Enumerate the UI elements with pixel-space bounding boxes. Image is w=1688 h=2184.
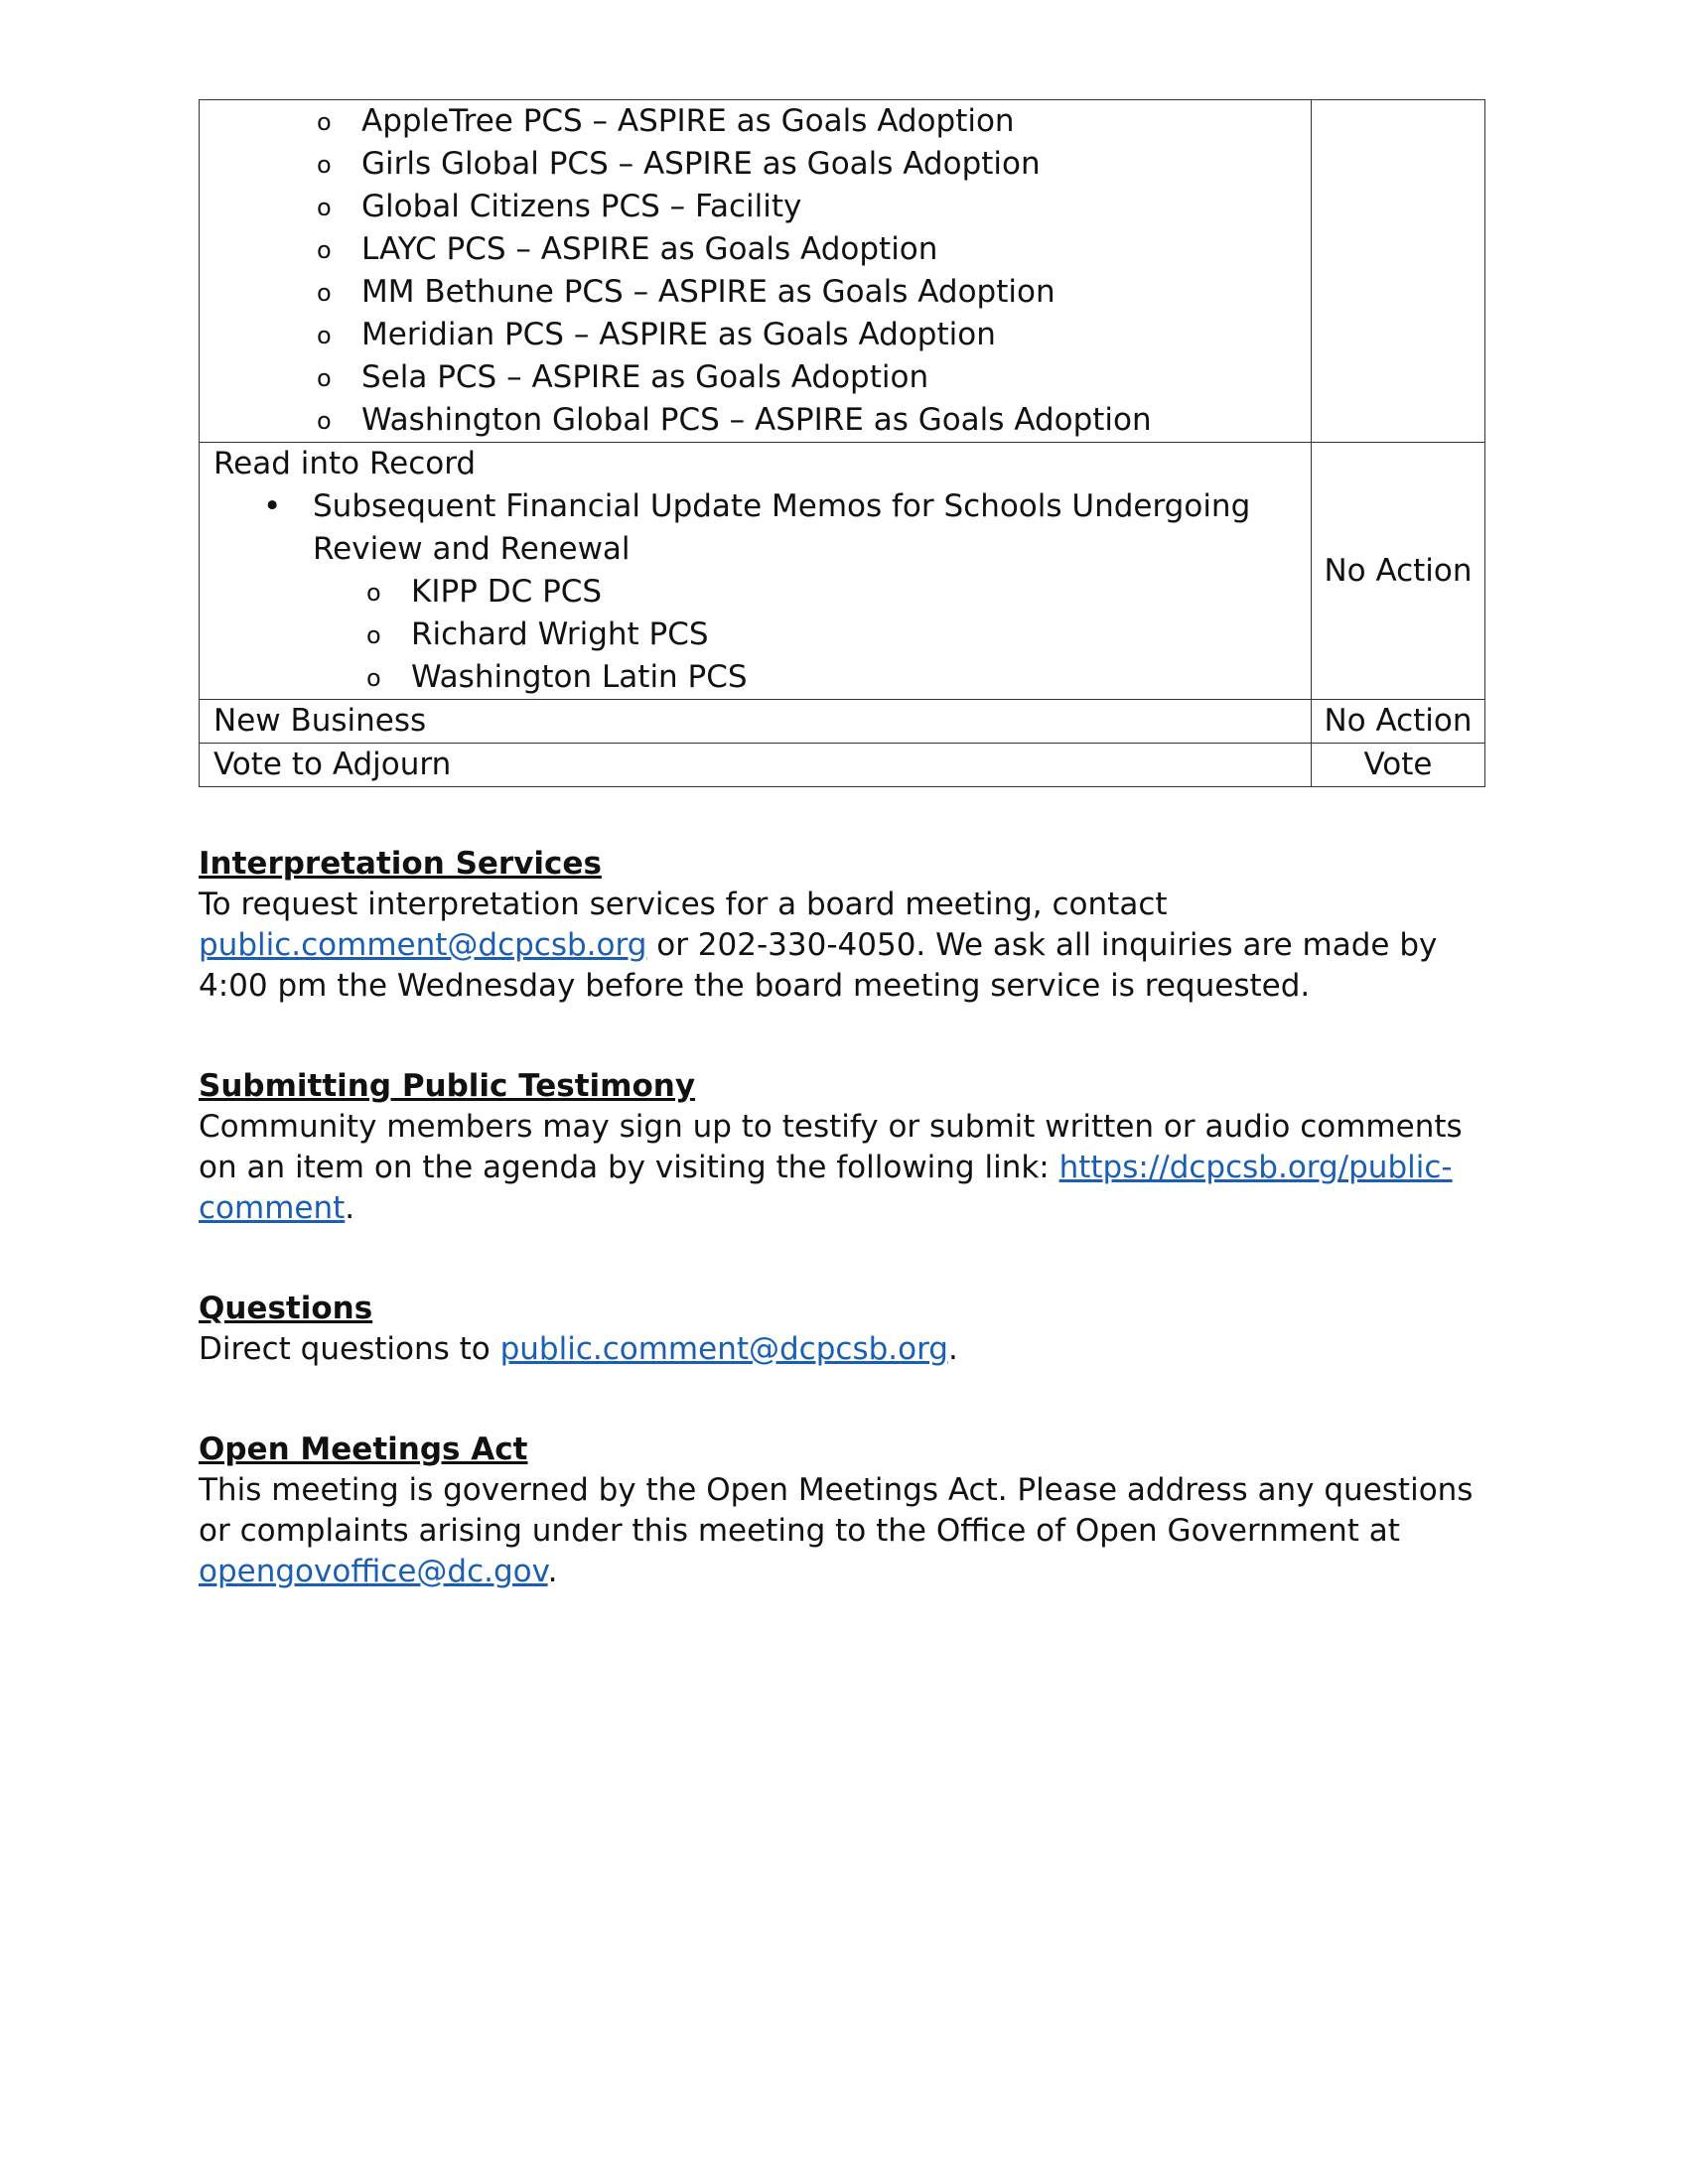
agenda-item-cell: New Business [200, 700, 1312, 744]
list-item-text: Global Citizens PCS – Facility [361, 189, 802, 224]
list-item [213, 228, 1297, 271]
bullet-icon: • [263, 488, 282, 524]
circle-bullet-icon: o [317, 194, 332, 221]
agenda-action-cell: Vote [1312, 744, 1485, 787]
circle-bullet-icon: o [366, 621, 381, 649]
questions-section [199, 1289, 1485, 1370]
agenda-row [200, 700, 1485, 744]
list-item [213, 100, 1297, 143]
open-meetings-section [199, 1430, 1485, 1592]
circle-bullet-icon: o [317, 322, 332, 349]
list-item-text: MM Bethune PCS – ASPIRE as Goals Adoption [361, 274, 1055, 310]
text-span: . [547, 1554, 558, 1589]
document-page [199, 99, 1485, 1592]
list-item [213, 143, 1297, 186]
email-link[interactable]: public.comment@dcpcsb.org [199, 927, 647, 963]
circle-bullet-icon: o [317, 279, 332, 307]
section-heading: Interpretation Services [199, 846, 602, 882]
list-item [213, 571, 1297, 614]
testimony-section [199, 1066, 1485, 1229]
list-item [213, 399, 1297, 442]
text-span: Direct questions to [199, 1331, 500, 1367]
section-heading: Submitting Public Testimony [199, 1068, 696, 1104]
text-span: This meeting is governed by the Open Meetings Act. Please address any questions or complaints arising under this meeting to the Office of Open Government at [199, 1472, 1474, 1549]
circle-bullet-icon: o [317, 364, 332, 392]
list-item-text: Subsequent Financial Update Memos for Schools Undergoing Review and Renewal [313, 488, 1251, 567]
list-item-text: KIPP DC PCS [411, 574, 603, 610]
circle-bullet-icon: o [366, 579, 381, 607]
list-item-text: Girls Global PCS – ASPIRE as Goals Adoption [361, 146, 1041, 182]
list-item-text: Washington Latin PCS [411, 659, 748, 695]
text-span: Community members may sign up to testify or submit written or audio comments on an item on the agenda by visiting the following link: [199, 1109, 1463, 1185]
section-text [199, 1329, 1485, 1370]
agenda-action-cell [1312, 100, 1485, 443]
interpretation-section [199, 844, 1485, 1007]
agenda-table [199, 99, 1485, 787]
list-item-text: Richard Wright PCS [411, 616, 709, 652]
list-item-text: Washington Global PCS – ASPIRE as Goals Adoption [361, 402, 1152, 438]
list-item-text: Meridian PCS – ASPIRE as Goals Adoption [361, 317, 996, 352]
list-item [213, 314, 1297, 356]
text-span: . [345, 1190, 355, 1226]
text-span: or 202-330-4050. We ask all inquiries are made by 4:00 pm the Wednesday before the board meeting service is requested. [199, 927, 1438, 1004]
circle-bullet-icon: o [317, 236, 332, 264]
agenda-item-cell [200, 443, 1312, 700]
school-list [213, 571, 1297, 699]
agenda-row [200, 443, 1485, 700]
agenda-row [200, 100, 1485, 443]
section-text [199, 1107, 1485, 1229]
list-item [213, 271, 1297, 314]
agenda-action-cell: No Action [1312, 700, 1485, 744]
list-item-text: AppleTree PCS – ASPIRE as Goals Adoption [361, 103, 1015, 139]
text-span: To request interpretation services for a board meeting, contact [199, 887, 1168, 922]
circle-bullet-icon: o [317, 108, 332, 136]
section-text [199, 885, 1485, 1007]
section-text [199, 1470, 1485, 1592]
agenda-row [200, 744, 1485, 787]
agenda-item-cell: Vote to Adjourn [200, 744, 1312, 787]
list-item-text: LAYC PCS – ASPIRE as Goals Adoption [361, 231, 938, 267]
agenda-item-cell [200, 100, 1312, 443]
list-item [213, 356, 1297, 399]
text-span: . [947, 1331, 958, 1367]
circle-bullet-icon: o [317, 151, 332, 179]
list-item-text: Sela PCS – ASPIRE as Goals Adoption [361, 359, 929, 395]
circle-bullet-icon: o [366, 664, 381, 692]
list-item [213, 614, 1297, 656]
section-heading: Open Meetings Act [199, 1432, 528, 1467]
list-item [213, 485, 1297, 571]
opengov-email-link[interactable]: opengovoffice@dc.gov [199, 1554, 548, 1589]
list-item [213, 656, 1297, 699]
list-item [213, 186, 1297, 228]
row-heading: Read into Record [213, 446, 477, 481]
school-list [213, 100, 1297, 442]
section-heading: Questions [199, 1291, 373, 1326]
circle-bullet-icon: o [317, 407, 332, 435]
agenda-action-cell: No Action [1312, 443, 1485, 700]
email-link[interactable]: public.comment@dcpcsb.org [499, 1331, 948, 1367]
public-comment-link[interactable]: https://dcpcsb.org/public-comment [199, 1150, 1453, 1226]
